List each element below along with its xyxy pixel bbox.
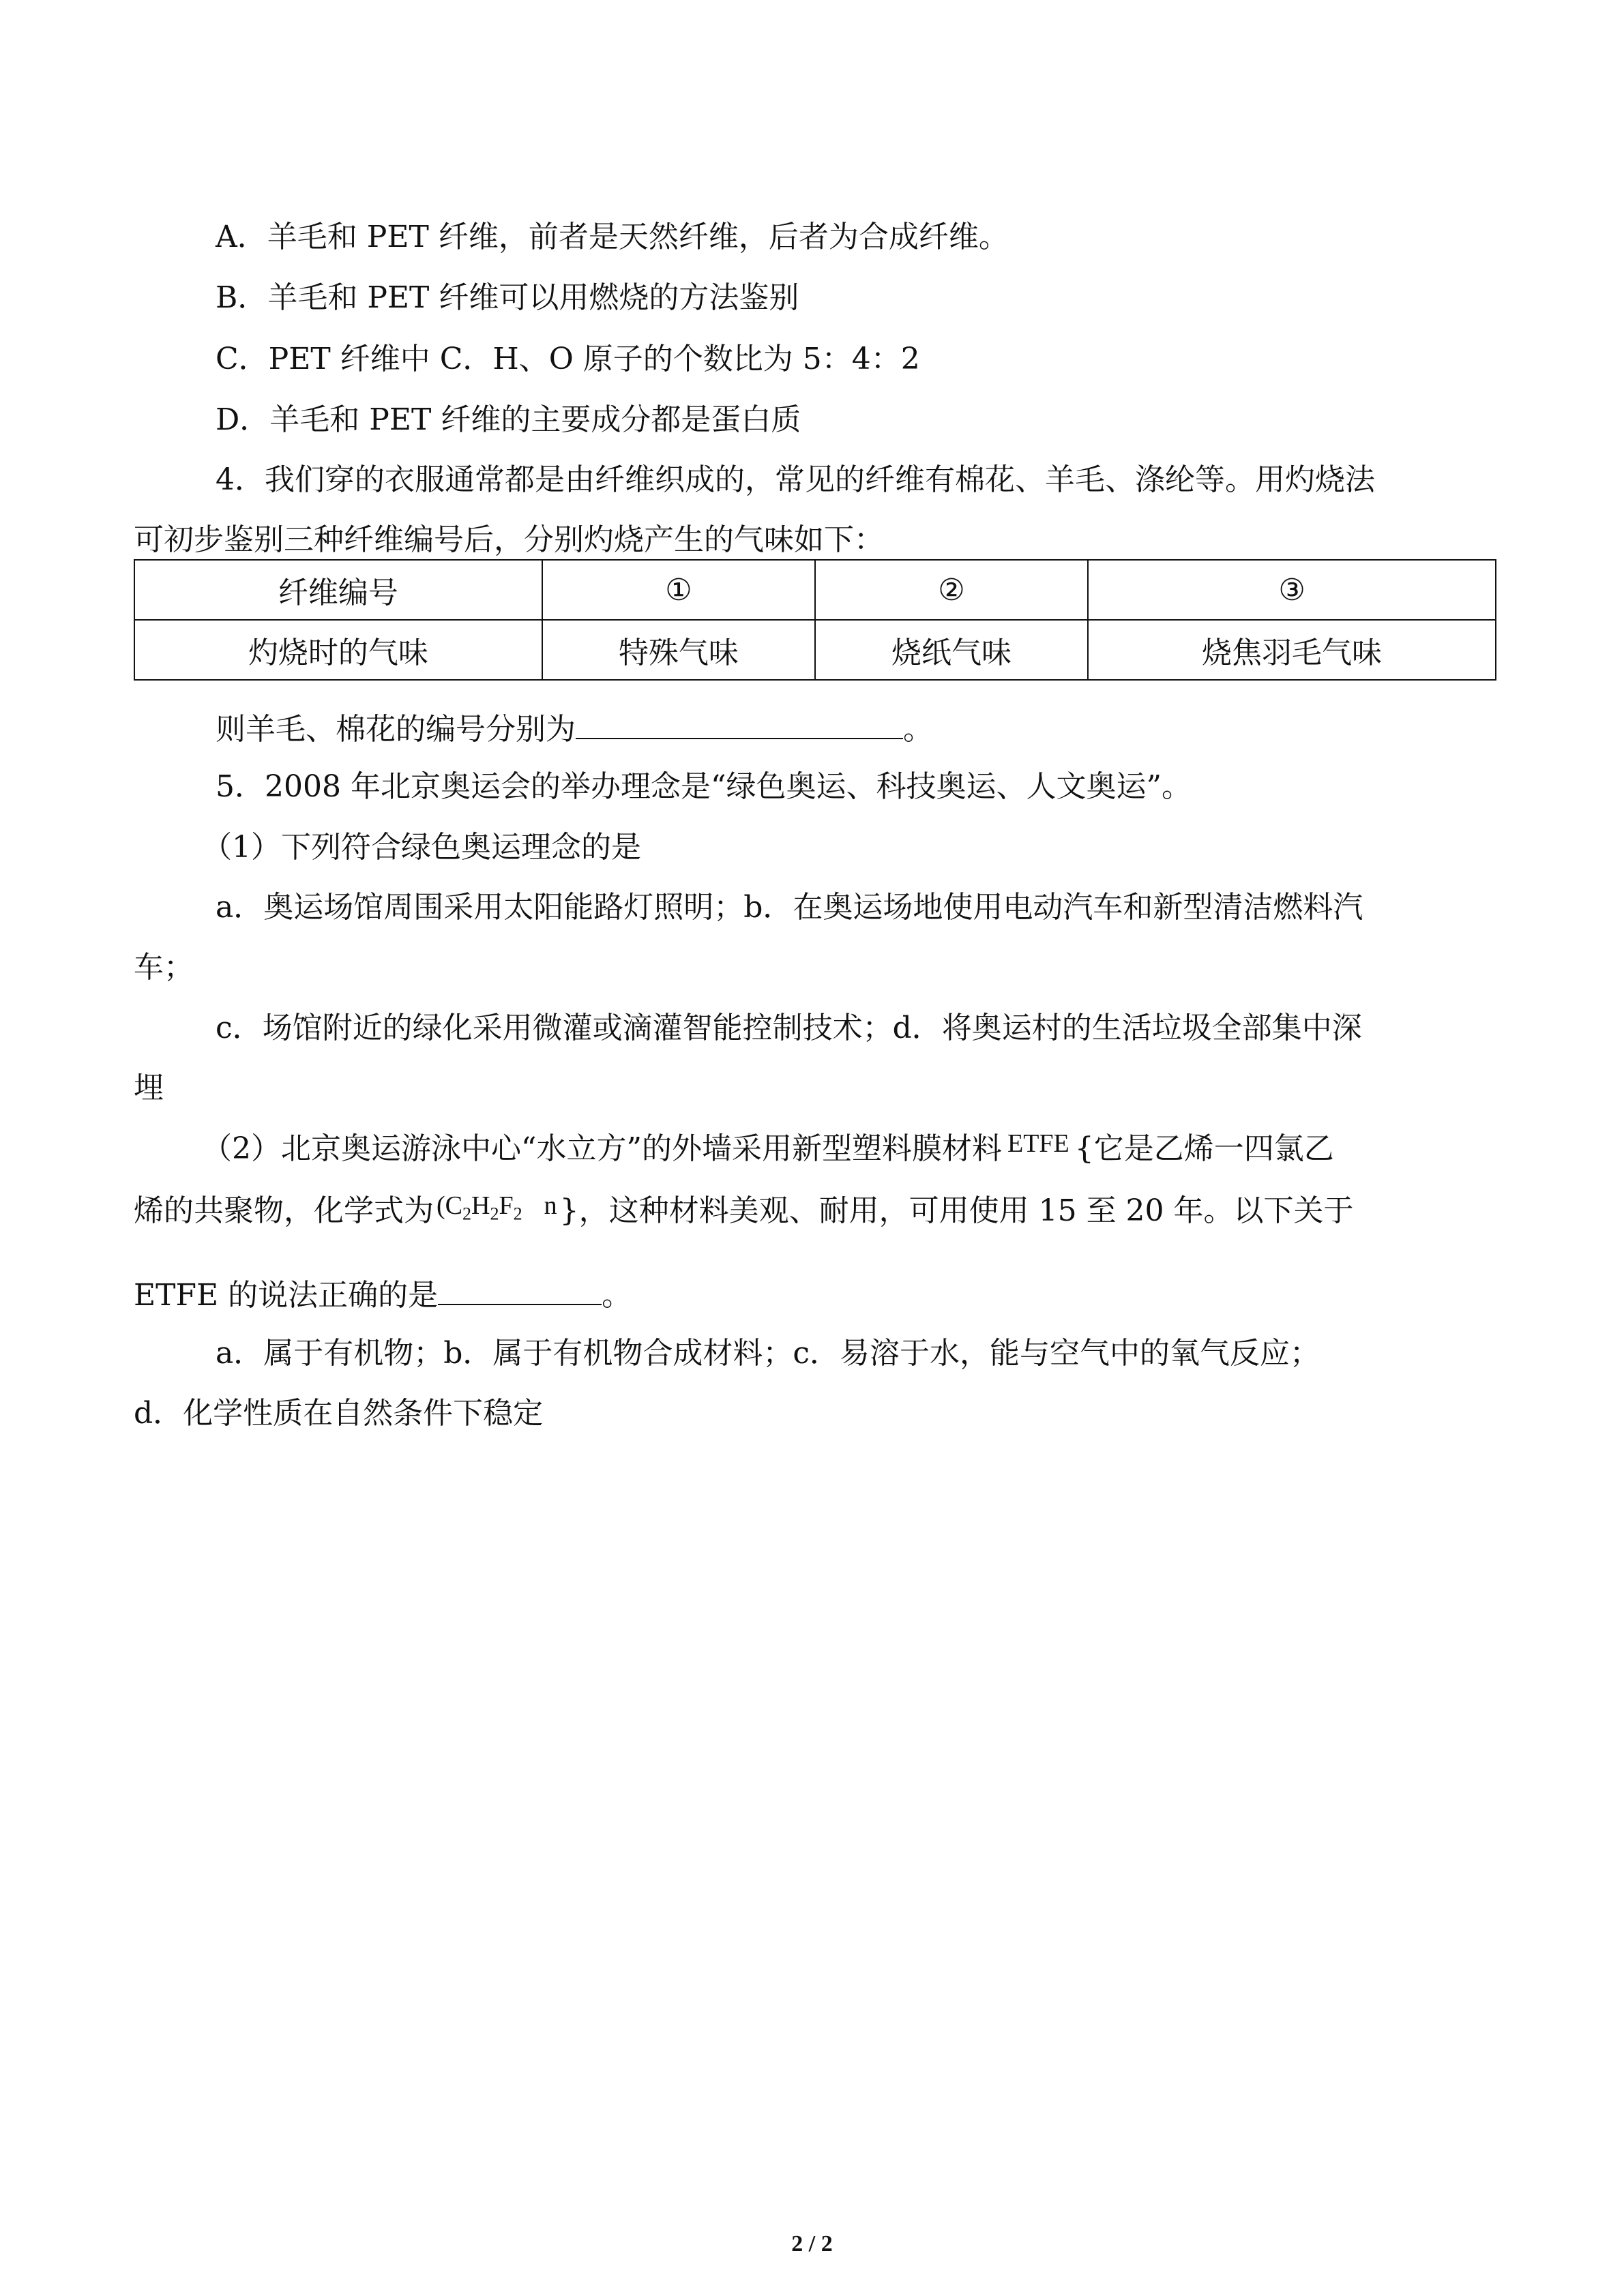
q5-part2-options-line1: a．属于有机物；b．属于有机物合成材料；c．易溶于水，能与空气中的氧气反应；	[216, 1336, 1320, 1371]
formula-subscript: 2	[490, 1204, 499, 1224]
q5-part2-line3-prefix: ETFE 的说法正确的是	[134, 1278, 439, 1313]
q5-part1: （1）下列符合绿色奥运理念的是	[202, 830, 641, 865]
q3-option-a: A．羊毛和 PET 纤维，前者是天然纤维，后者为合成纤维。	[216, 220, 1009, 254]
q5-part2-text-tail: {它是乙烯一四氯乙	[1074, 1131, 1334, 1166]
table-cell: 烧焦羽毛气味	[1088, 620, 1496, 680]
q5-part1-options-ab-cont: 车；	[134, 950, 194, 985]
formula-subscript: 2	[513, 1204, 522, 1224]
fiber-odor-table	[134, 559, 1496, 681]
etfe-label: ETFE	[1007, 1129, 1069, 1158]
formula-subscript-n: n	[544, 1191, 557, 1220]
q4-answer-prefix: 则羊毛、棉花的编号分别为	[216, 712, 576, 747]
q5-part1-options-cd: c．场馆附近的绿化采用微灌或滴灌智能控制技术；d．将奥运村的生活垃圾全部集中深	[216, 1011, 1362, 1045]
table-cell: ②	[815, 560, 1088, 620]
q5-part2-line2-head: 烯的共聚物，化学式为	[134, 1193, 434, 1228]
q4-answer-blank[interactable]	[576, 706, 903, 739]
table-cell: 特殊气味	[542, 620, 815, 680]
formula-subscript: 2	[462, 1204, 472, 1224]
table-header-row	[134, 560, 1496, 620]
page-number: 2 / 2	[791, 2231, 833, 2256]
q5-part1-options-cd-cont: 埋	[134, 1071, 164, 1105]
formula-element: F	[499, 1191, 514, 1220]
q3-option-c: C．PET 纤维中 C．H、O 原子的个数比为 5：4：2	[216, 342, 920, 376]
table-cell: ③	[1088, 560, 1496, 620]
q5-part2-line3	[134, 1272, 632, 1316]
q5-part2-text: （2）北京奥运游泳中心“水立方”的外墙采用新型塑料膜材料	[202, 1131, 1002, 1166]
formula-element: H	[471, 1191, 490, 1220]
formula-paren: (	[437, 1191, 445, 1220]
table-cell: 灼烧时的气味	[134, 620, 542, 680]
q4-answer-suffix: 。	[903, 712, 933, 747]
table-cell: 纤维编号	[134, 560, 542, 620]
table-cell: ①	[542, 560, 815, 620]
q4-answer-line	[216, 706, 933, 750]
q3-option-d: D．羊毛和 PET 纤维的主要成分都是蛋白质	[216, 402, 801, 437]
table-row	[134, 620, 1496, 680]
q5-part1-options-ab: a．奥运场馆周围采用太阳能路灯照明；b．在奥运场地使用电动汽车和新型清洁燃料汽	[216, 890, 1363, 925]
q4-stem-line2: 可初步鉴别三种纤维编号后，分别灼烧产生的气味如下：	[134, 522, 884, 557]
q5-answer-blank[interactable]	[438, 1272, 602, 1305]
q5-stem: 5．2008 年北京奥运会的举办理念是“绿色奥运、科技奥运、人文奥运”。	[216, 769, 1192, 804]
q5-part2-line2-tail: }，这种材料美观、耐用，可用使用 15 至 20 年。以下关于	[559, 1193, 1354, 1228]
q4-stem-line1: 4．我们穿的衣服通常都是由纤维织成的，常见的纤维有棉花、羊毛、涤纶等。用灼烧法	[216, 462, 1375, 497]
q5-part2-line1	[202, 1129, 1334, 1171]
q5-part2-line3-suffix: 。	[602, 1278, 632, 1313]
q5-part2-line2	[134, 1191, 1354, 1242]
etfe-formula	[437, 1191, 557, 1224]
q3-option-b: B．羊毛和 PET 纤维可以用燃烧的方法鉴别	[216, 280, 799, 315]
formula-element: C	[445, 1191, 463, 1220]
table-cell: 烧纸气味	[815, 620, 1088, 680]
q5-part2-options-line2: d．化学性质在自然条件下稳定	[134, 1396, 544, 1431]
